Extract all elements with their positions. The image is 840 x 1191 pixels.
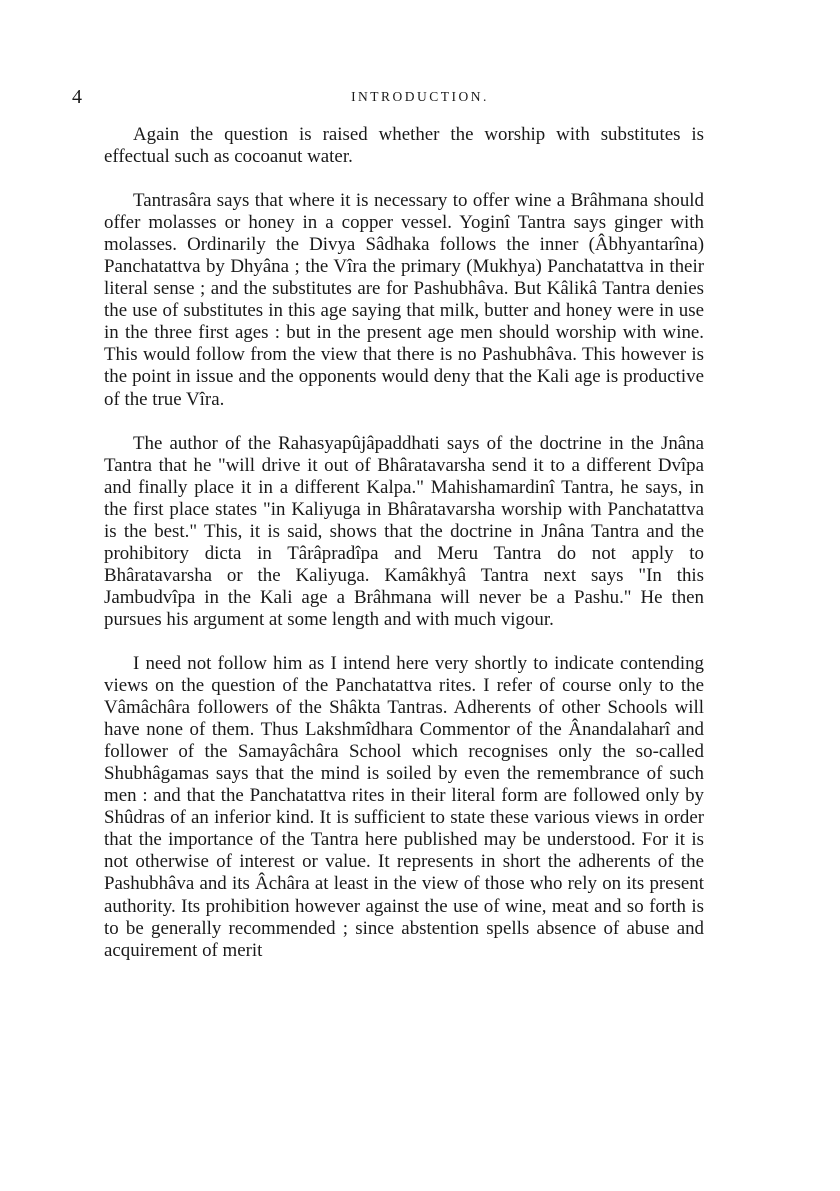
paragraph-rahasyapuja: The author of the Rahasyapûjâpaddhati says of the doctrine in the Jnâna Tantra that he "will drive it out of Bhâratavarsha send it to a different Dvîpa and finally place it in a different Kalpa." Mahishamardinî Tantra, he says, in the first place states "in Kaliyuga in Bhâratavarsha worship with Panchatattva is the best." This, it is said, shows that the doctrine in Jnâna Tantra and the prohibitory dicta in Târâpradîpa and Meru Tantra do not apply to Bhâratavarsha or the Kaliyuga. Kamâkhyâ Tantra next says "In this Jambudvîpa in the Kali age a Brâhmana will never be a Pashu." He then pursues his argument at some length and with much vigour. — [104, 432, 704, 630]
paragraph-contending-views: I need not follow him as I intend here very shortly to indicate contending views on the question of the Panchatattva rites. I refer of course only to the Vâmâchâra followers of the Shâkta Tantras. Adherents of other Schools will have none of them. Thus Lakshmîdhara Commentor of the Ânandalaharî and follower of the Samayâchâra School which recognises only the so-called Shubhâgamas says that the mind is soiled by even the remembrance of such men : and that the Panchatattva rites in their literal form are followed only by Shûdras of an inferior kind. It is sufficient to state these various views in order that the importance of the Tantra here published may be understood. For it is not otherwise of interest or value. It represents in short the adherents of the Pashubhâva and its Âchâra at least in the view of those who rely on its present authority. Its prohibition however against the use of wine, meat and so forth is to be generally recommended ; since abstention spells absence of abuse and acquirement of merit — [104, 652, 704, 961]
running-title: INTRODUCTION. — [351, 89, 489, 104]
paragraph-tantrasara: Tantrasâra says that where it is necessary to offer wine a Brâhmana should offer molasses or honey in a copper vessel. Yoginî Tantra says ginger with molasses. Ordinarily the Divya Sâdhaka follows the inner (Âbhyantarîna) Panchatattva by Dhyâna ; the Vîra the primary (Mukhya) Panchatattva in their literal sense ; and the substitutes are for Pashubhâva. But Kâlikâ Tantra denies the use of substitutes in this age saying that milk, butter and honey were in use in the three first ages : but in the present age men should worship with wine. This would follow from the view that there is no Pashubhâva. This however is the point in issue and the opponents would deny that the Kali age is productive of the true Vîra. — [104, 190, 704, 410]
paragraph-substitutes-question: Again the question is raised whether the worship with substitutes is effectual such as cocoanut water. — [104, 124, 704, 168]
page-number: 4 — [72, 86, 83, 108]
page-body — [104, 124, 704, 984]
